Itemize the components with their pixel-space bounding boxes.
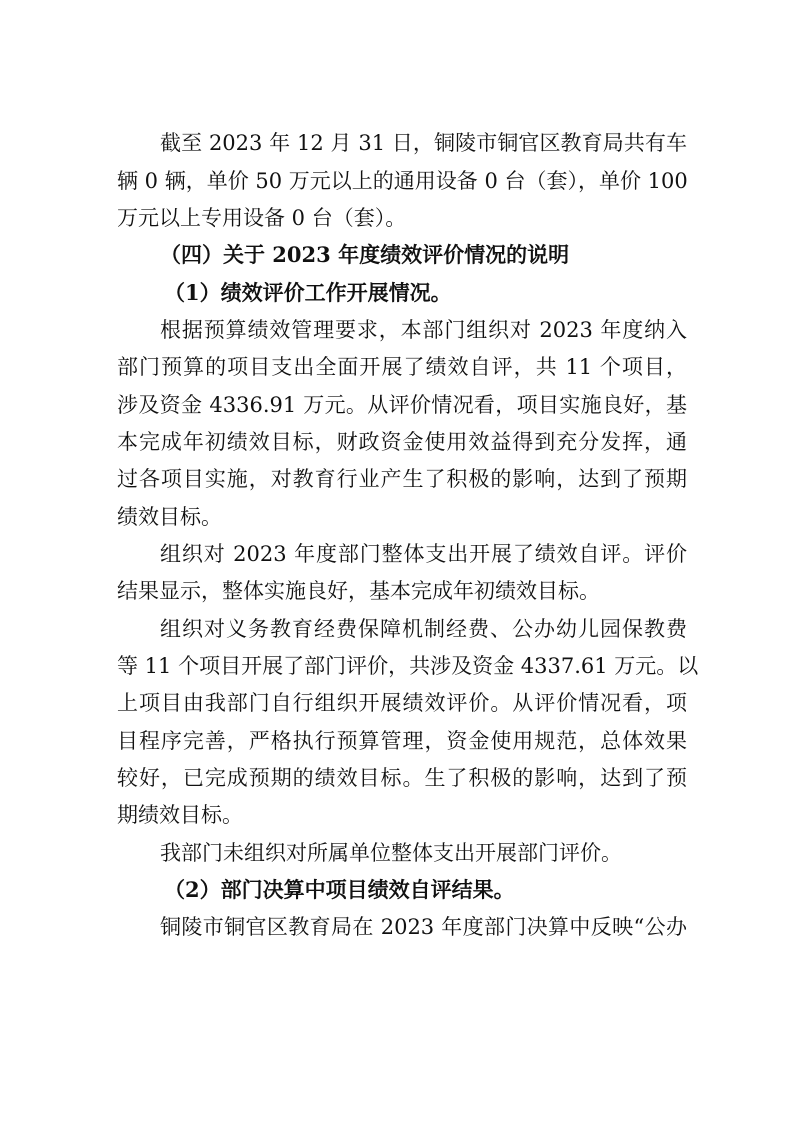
paragraph-budget-line-2: 部门预算的项目支出全面开展了绩效自评，共 11 个项目， [117,355,687,379]
paragraph-budget-line-6: 绩效目标。 [117,505,222,529]
paragraph-budget-line-1: 根据预算绩效管理要求，本部门组织对 2023 年度纳入 [160,318,687,342]
subheading-evaluation-work: （1）绩效评价工作开展情况。 [164,280,452,305]
paragraph-overall-line-2: 结果显示，整体实施良好，基本完成年初绩效目标。 [117,579,600,603]
paragraph-budget-line-3: 涉及资金 4336.91 万元。从评价情况看，项目实施良好，基 [117,393,687,417]
section-heading-performance-evaluation: （四）关于 2023 年度绩效评价情况的说明 [160,242,570,267]
paragraph-department-eval-line-5: 较好，已完成预期的绩效目标。生了积极的影响，达到了预 [117,766,687,790]
paragraph-department-eval-line-3: 上项目由我部门自行组织开展绩效评价。从评价情况看，项 [117,691,687,715]
paragraph-department-eval-line-6: 期绩效目标。 [117,803,243,827]
paragraph-overall-line-1: 组织对 2023 年度部门整体支出开展了绩效自评。评价 [160,542,687,566]
paragraph-vehicles-line-2: 辆 0 辆，单价 50 万元以上的通用设备 0 台（套），单价 100 [117,169,688,193]
paragraph-budget-line-4: 本完成年初绩效目标，财政资金使用效益得到充分发挥，通 [117,430,687,454]
paragraph-subordinate-units: 我部门未组织对所属单位整体支出开展部门评价。 [160,841,622,865]
paragraph-department-eval-line-1: 组织对义务教育经费保障机制经费、公办幼儿园保教费 [160,617,687,641]
subheading-project-self-evaluation: （2）部门决算中项目绩效自评结果。 [164,877,515,902]
paragraph-department-eval-line-4: 目程序完善，严格执行预算管理，资金使用规范，总体效果 [117,729,687,753]
paragraph-budget-line-5: 过各项目实施，对教育行业产生了积极的影响，达到了预期 [117,467,687,491]
paragraph-vehicles-line-1: 截至 2023 年 12 月 31 日，铜陵市铜官区教育局共有车 [160,131,687,155]
paragraph-final-accounts-line-1: 铜陵市铜官区教育局在 2023 年度部门决算中反映“公办 [160,915,687,939]
paragraph-department-eval-line-2: 等 11 个项目开展了部门评价，共涉及资金 4337.61 万元。以 [117,654,699,678]
paragraph-vehicles-line-3: 万元以上专用设备 0 台（套）。 [117,206,407,230]
